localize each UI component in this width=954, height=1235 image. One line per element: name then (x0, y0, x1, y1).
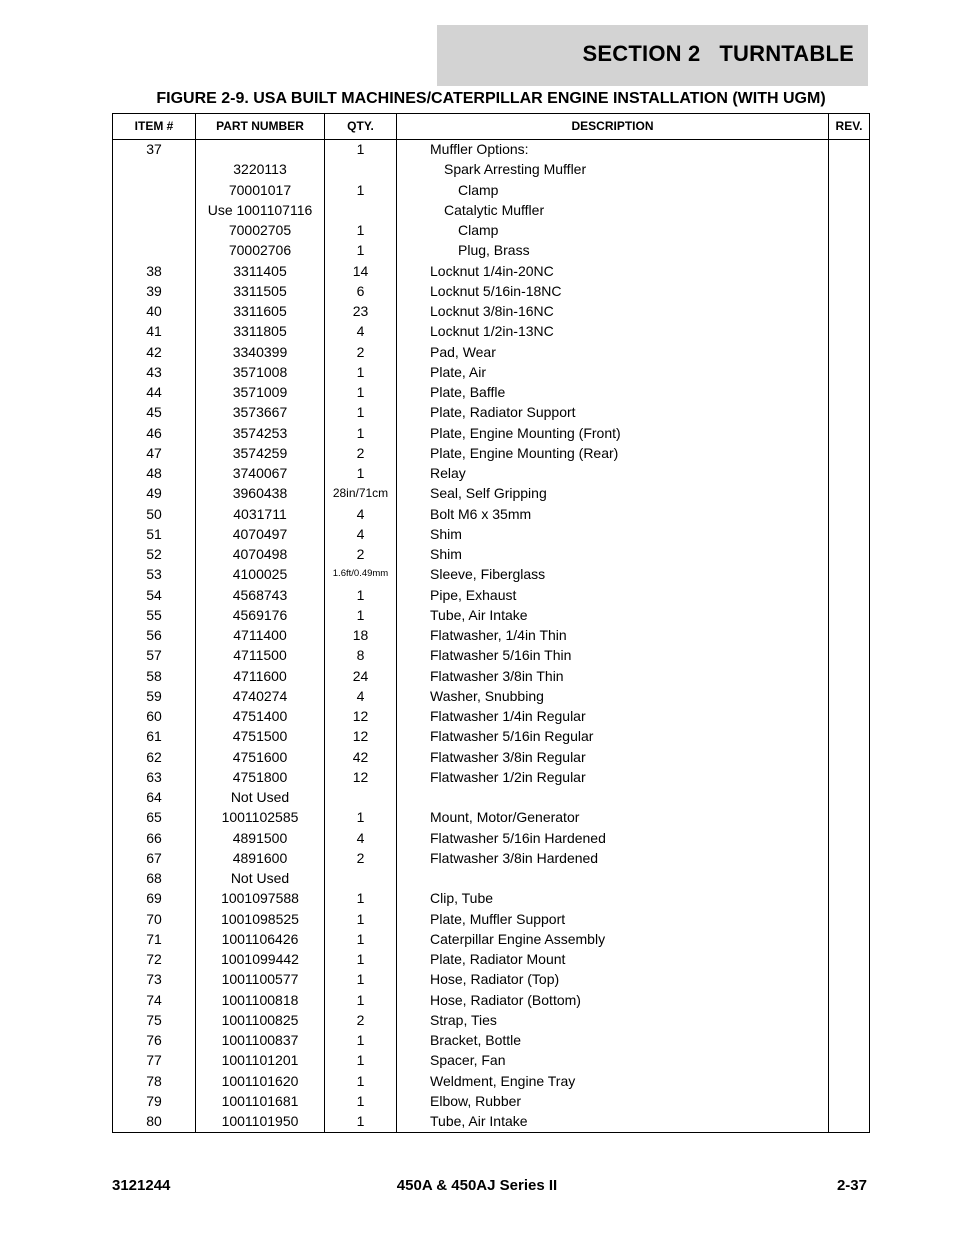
table-row (113, 868, 869, 888)
quantity: 1 (356, 991, 365, 1008)
part-number: 4070498 (232, 546, 288, 562)
item-number: 45 (146, 404, 162, 421)
item-number: 64 (146, 789, 162, 805)
part-number: 1001100818 (221, 991, 299, 1008)
item-number: 63 (146, 768, 162, 785)
table-row (113, 463, 869, 483)
item-number: 53 (146, 566, 162, 583)
description: Washer, Snubbing (430, 687, 544, 704)
quantity: 1 (356, 809, 365, 826)
table-row (113, 645, 869, 665)
item-number: 56 (146, 627, 162, 643)
item-number: 52 (146, 546, 162, 562)
table-row (113, 524, 869, 544)
quantity: 2 (356, 849, 365, 866)
table-row (113, 1091, 869, 1111)
part-number: 1001100837 (221, 1032, 299, 1048)
quantity: 24 (352, 667, 369, 684)
description: Shim (430, 546, 462, 562)
item-number: 79 (146, 1092, 162, 1109)
table-row (113, 909, 869, 929)
quantity: 1 (356, 242, 365, 259)
quantity: 4 (356, 687, 365, 704)
description: Plug, Brass (458, 242, 530, 259)
table-row (113, 443, 869, 463)
table-row (113, 382, 869, 402)
part-number: 4891500 (232, 829, 288, 846)
quantity: 1 (356, 424, 365, 441)
quantity: 12 (352, 708, 369, 724)
part-number: 70002706 (228, 242, 292, 259)
quantity: 1 (356, 1032, 365, 1048)
quantity: 1 (356, 951, 365, 967)
parts-table (112, 113, 870, 1133)
item-number: 38 (146, 262, 162, 279)
description: Locknut 1/2in-13NC (430, 323, 554, 340)
description: Locknut 5/16in-18NC (430, 282, 562, 299)
part-number: 3573667 (232, 404, 288, 421)
table-row (113, 585, 869, 605)
quantity: 14 (352, 262, 369, 279)
quantity: 12 (352, 768, 369, 785)
part-number: Not Used (230, 789, 290, 805)
item-number: 59 (146, 687, 162, 704)
description: Flatwasher, 1/4in Thin (430, 627, 567, 643)
item-number: 42 (146, 343, 162, 360)
quantity: 1 (356, 222, 365, 238)
part-number: 1001100825 (221, 1011, 299, 1028)
quantity: 1 (356, 586, 365, 603)
description: Weldment, Engine Tray (430, 1072, 576, 1089)
part-number: 3571008 (232, 363, 288, 380)
table-row (113, 220, 869, 240)
item-number: 43 (146, 363, 162, 380)
item-number: 78 (146, 1072, 162, 1089)
column-header-rev: REV. (835, 119, 863, 133)
table-row (113, 929, 869, 949)
quantity: 1 (356, 890, 365, 907)
item-number: 80 (146, 1113, 162, 1129)
description: Bracket, Bottle (430, 1032, 522, 1048)
quantity: 1 (356, 930, 365, 947)
table-row (113, 888, 869, 908)
table-row (113, 767, 869, 787)
quantity: 6 (356, 282, 365, 299)
table-row (113, 281, 869, 301)
table-row (113, 301, 869, 321)
quantity: 1 (356, 465, 365, 481)
item-number: 61 (146, 728, 162, 745)
table-row (113, 564, 869, 584)
part-number: 1001098525 (221, 910, 299, 927)
quantity: 1 (356, 181, 365, 198)
part-number: 3311505 (233, 282, 287, 299)
item-number: 68 (146, 870, 162, 886)
part-number: 70001017 (228, 181, 292, 198)
table-row (113, 180, 869, 200)
quantity: 4 (356, 505, 365, 522)
part-number: 1001101681 (221, 1092, 299, 1109)
table-row (113, 321, 869, 341)
table-row (113, 423, 869, 443)
quantity: 1 (356, 1052, 365, 1069)
quantity: 4 (356, 525, 365, 542)
description: Sleeve, Fiberglass (430, 566, 546, 583)
description: Caterpillar Engine Assembly (430, 930, 606, 947)
table-row (113, 990, 869, 1010)
quantity: 1 (356, 606, 365, 623)
table-row (113, 726, 869, 746)
description: Plate, Air (430, 363, 487, 380)
item-number: 73 (146, 971, 162, 988)
part-number: 4751400 (232, 708, 288, 724)
description: Muffler Options: (430, 141, 529, 157)
part-number: 4711400 (233, 627, 287, 643)
column-header-part-number: PART NUMBER (216, 119, 304, 133)
item-number: 41 (146, 323, 162, 340)
description: Tube, Air Intake (430, 606, 528, 623)
item-number: 65 (146, 809, 162, 826)
description: Locknut 1/4in-20NC (430, 262, 554, 279)
part-number: 1001101950 (221, 1113, 299, 1129)
table-row (113, 139, 869, 159)
part-number: 3571009 (232, 384, 288, 400)
table-row (113, 686, 869, 706)
item-number: 72 (146, 951, 162, 967)
quantity: 4 (356, 323, 365, 340)
item-number: 46 (146, 424, 162, 441)
description: Catalytic Muffler (444, 201, 545, 218)
item-number: 77 (146, 1052, 162, 1069)
quantity: 28in/71cm (332, 486, 389, 501)
item-number: 48 (146, 465, 162, 481)
quantity: 2 (356, 546, 365, 562)
item-number: 57 (146, 647, 162, 664)
table-row (113, 666, 869, 686)
table-row (113, 706, 869, 726)
part-number: 4568743 (232, 586, 288, 603)
description: Locknut 3/8in-16NC (430, 303, 554, 319)
description: Plate, Radiator Mount (430, 951, 566, 967)
part-number: 4891600 (232, 849, 288, 866)
item-number: 49 (146, 485, 162, 502)
description: Clamp (458, 222, 499, 238)
part-number: Not Used (230, 870, 290, 886)
description: Shim (430, 525, 462, 542)
quantity: 1 (356, 971, 365, 988)
item-number: 70 (146, 910, 162, 927)
table-row (113, 402, 869, 422)
quantity: 2 (356, 1011, 365, 1028)
quantity: 2 (356, 444, 365, 461)
part-number: 1001101620 (221, 1072, 299, 1089)
description: Clamp (458, 181, 499, 198)
part-number: 4031711 (233, 505, 287, 522)
quantity: 1 (356, 384, 365, 400)
description: Elbow, Rubber (430, 1092, 522, 1109)
table-row (113, 807, 869, 827)
part-number: 1001101201 (221, 1052, 299, 1069)
part-number: 4711600 (233, 667, 287, 684)
description: Strap, Ties (430, 1011, 497, 1028)
description: Flatwasher 5/16in Thin (430, 647, 572, 664)
quantity: 1.6ft/0.49mm (332, 568, 389, 580)
part-number: 3311605 (233, 303, 287, 319)
quantity: 1 (356, 363, 365, 380)
table-row (113, 504, 869, 524)
part-number: 3220113 (233, 161, 287, 178)
table-row (113, 240, 869, 260)
description: Spark Arresting Muffler (444, 161, 587, 178)
description: Flatwasher 5/16in Hardened (430, 829, 606, 846)
quantity: 12 (352, 728, 369, 745)
description: Plate, Engine Mounting (Front) (430, 424, 621, 441)
quantity: 1 (356, 1113, 365, 1129)
footer-model: 450A & 450AJ Series II (396, 1177, 558, 1194)
description: Hose, Radiator (Top) (430, 971, 560, 988)
table-row (113, 261, 869, 281)
item-number: 47 (146, 444, 162, 461)
item-number: 44 (146, 384, 162, 400)
item-number: 66 (146, 829, 162, 846)
table-row (113, 747, 869, 767)
quantity: 1 (356, 141, 365, 157)
table-row (113, 1071, 869, 1091)
table-row (113, 544, 869, 564)
description: Relay (430, 465, 466, 481)
part-number: 3740067 (232, 465, 288, 481)
column-header-item: ITEM # (134, 119, 174, 133)
quantity: 1 (356, 404, 365, 421)
description: Tube, Air Intake (430, 1113, 528, 1129)
table-row (113, 1030, 869, 1050)
part-number: Use 1001107116 (207, 201, 313, 218)
item-number: 76 (146, 1032, 162, 1048)
item-number: 51 (146, 525, 162, 542)
description: Flatwasher 5/16in Regular (430, 728, 594, 745)
figure-title: FIGURE 2-9. USA BUILT MACHINES/CATERPILLAR ENGINE INSTALLATION (WITH UGM) (156, 90, 826, 107)
part-number: 4751600 (232, 748, 288, 765)
part-number: 1001097588 (221, 890, 299, 907)
description: Pad, Wear (430, 343, 496, 360)
quantity: 1 (356, 1072, 365, 1089)
description: Flatwasher 1/2in Regular (430, 768, 586, 785)
table-row (113, 1010, 869, 1030)
description: Spacer, Fan (430, 1052, 506, 1069)
item-number: 60 (146, 708, 162, 724)
item-number: 69 (146, 890, 162, 907)
item-number: 50 (146, 505, 162, 522)
footer-page-number: 2-37 (836, 1177, 867, 1194)
description: Flatwasher 3/8in Regular (430, 748, 586, 765)
description: Plate, Engine Mounting (Rear) (430, 444, 619, 461)
part-number: 1001099442 (221, 951, 299, 967)
part-number: 3574253 (232, 424, 288, 441)
footer-document-number: 3121244 (112, 1177, 171, 1194)
item-number: 40 (146, 303, 162, 319)
description: Mount, Motor/Generator (430, 809, 580, 826)
section-header-box (437, 25, 868, 86)
item-number: 62 (146, 748, 162, 765)
part-number: 4100025 (232, 566, 288, 583)
description: Flatwasher 3/8in Thin (430, 667, 564, 684)
part-number: 4751500 (232, 728, 288, 745)
description: Plate, Muffler Support (430, 910, 566, 927)
description: Bolt M6 x 35mm (430, 505, 532, 522)
item-number: 71 (146, 930, 162, 947)
table-row (113, 483, 869, 503)
table-row (113, 625, 869, 645)
table-row (113, 1111, 869, 1131)
table-row (113, 605, 869, 625)
part-number: 4070497 (232, 525, 288, 542)
item-number: 58 (146, 667, 162, 684)
quantity: 1 (356, 910, 365, 927)
part-number: 3311405 (233, 262, 287, 279)
table-row (113, 159, 869, 179)
description: Clip, Tube (430, 890, 494, 907)
item-number: 39 (146, 282, 162, 299)
item-number: 67 (146, 849, 162, 866)
part-number: 3960438 (232, 485, 288, 502)
quantity: 4 (356, 829, 365, 846)
column-header-description: DESCRIPTION (571, 119, 654, 133)
table-row (113, 362, 869, 382)
part-number: 4751800 (232, 768, 288, 785)
description: Seal, Self Gripping (430, 485, 547, 502)
item-number: 75 (146, 1011, 162, 1028)
description: Flatwasher 3/8in Hardened (430, 849, 599, 866)
quantity: 8 (356, 647, 365, 664)
item-number: 55 (146, 606, 162, 623)
part-number: 1001100577 (221, 971, 299, 988)
table-row (113, 949, 869, 969)
description: Pipe, Exhaust (430, 586, 517, 603)
part-number: 3311805 (233, 323, 287, 340)
quantity: 2 (356, 343, 365, 360)
section-title: SECTION 2 TURNTABLE (582, 41, 854, 66)
table-row (113, 200, 869, 220)
part-number: 1001106426 (221, 930, 299, 947)
quantity: 1 (356, 1092, 365, 1109)
description: Plate, Radiator Support (430, 404, 576, 421)
table-row (113, 969, 869, 989)
table-row (113, 828, 869, 848)
item-number: 37 (146, 141, 162, 157)
part-number: 3574259 (232, 444, 288, 461)
table-row (113, 848, 869, 868)
part-number: 4711500 (233, 647, 287, 664)
part-number: 1001102585 (221, 809, 299, 826)
description: Plate, Baffle (430, 384, 506, 400)
item-number: 54 (146, 586, 162, 603)
part-number: 4740274 (232, 687, 288, 704)
quantity: 18 (352, 627, 369, 643)
part-number: 4569176 (232, 606, 288, 623)
description: Hose, Radiator (Bottom) (430, 991, 581, 1008)
item-number: 74 (146, 991, 162, 1008)
table-row (113, 787, 869, 807)
quantity: 23 (352, 303, 369, 319)
table-row (113, 1050, 869, 1070)
column-header-qty: QTY. (347, 119, 374, 133)
part-number: 3340399 (232, 343, 288, 360)
table-row (113, 342, 869, 362)
part-number: 70002705 (228, 222, 292, 238)
description: Flatwasher 1/4in Regular (430, 708, 586, 724)
quantity: 42 (352, 748, 369, 765)
